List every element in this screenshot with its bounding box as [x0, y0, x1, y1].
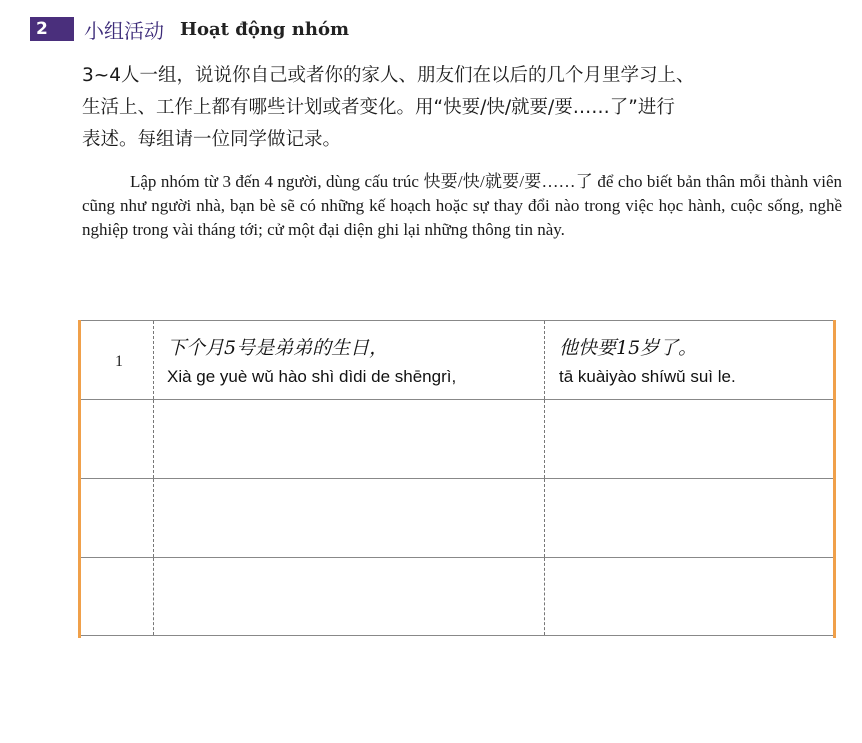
- activity-table: [78, 320, 836, 638]
- section-header: [30, 16, 349, 42]
- column-divider: [544, 321, 545, 399]
- column-divider: [153, 321, 154, 399]
- row-number: 1: [115, 353, 123, 370]
- row-col1-hanzi: 下个月5号是弟弟的生日，: [167, 337, 389, 359]
- section-title-vietnamese: Hoạt động nhóm: [180, 18, 350, 40]
- instruction-chinese-line: 生活上、工作上都有哪些计划或者变化。用“快要/快/就要/要……了”进行: [82, 97, 675, 118]
- column-divider: [544, 479, 545, 557]
- column-divider: [153, 479, 154, 557]
- section-title-chinese: 小组活动: [84, 18, 164, 43]
- instruction-vietnamese-text: Lập nhóm từ 3 đến 4 người, dùng cấu trúc 快要/快/就要/要……了 để cho biết bản thân mỗi thành viên cũng như người nhà, bạn bè sẽ có những kế hoạch hoặc sự thay đổi nào trong việc học hành, cuộc sống, nghề nghiệp trong vài tháng tới; cử một đại diện ghi lại những thông tin này.: [82, 172, 842, 239]
- instruction-chinese-line: 3~4人一组，说说你自己或者你的家人、朋友们在以后的几个月里学习上、: [82, 65, 695, 86]
- column-divider: [544, 400, 545, 478]
- table-row: [81, 320, 833, 399]
- instruction-chinese-line: 表述。每组请一位同学做记录。: [82, 129, 342, 150]
- instruction-chinese: [82, 60, 842, 156]
- table-row: [81, 557, 833, 636]
- row-col1-pinyin: Xià ge yuè wǔ hào shì dìdi de shēngrì,: [167, 367, 457, 386]
- column-divider: [544, 558, 545, 635]
- row-col2-pinyin: tā kuàiyào shíwǔ suì le.: [559, 367, 736, 386]
- column-divider: [153, 400, 154, 478]
- table-row: [81, 399, 833, 478]
- instruction-vietnamese: [82, 170, 842, 242]
- row-col2-hanzi: 他快要15岁了。: [559, 337, 698, 359]
- table-row: [81, 478, 833, 557]
- section-number-badge: 2: [30, 17, 74, 41]
- column-divider: [153, 558, 154, 635]
